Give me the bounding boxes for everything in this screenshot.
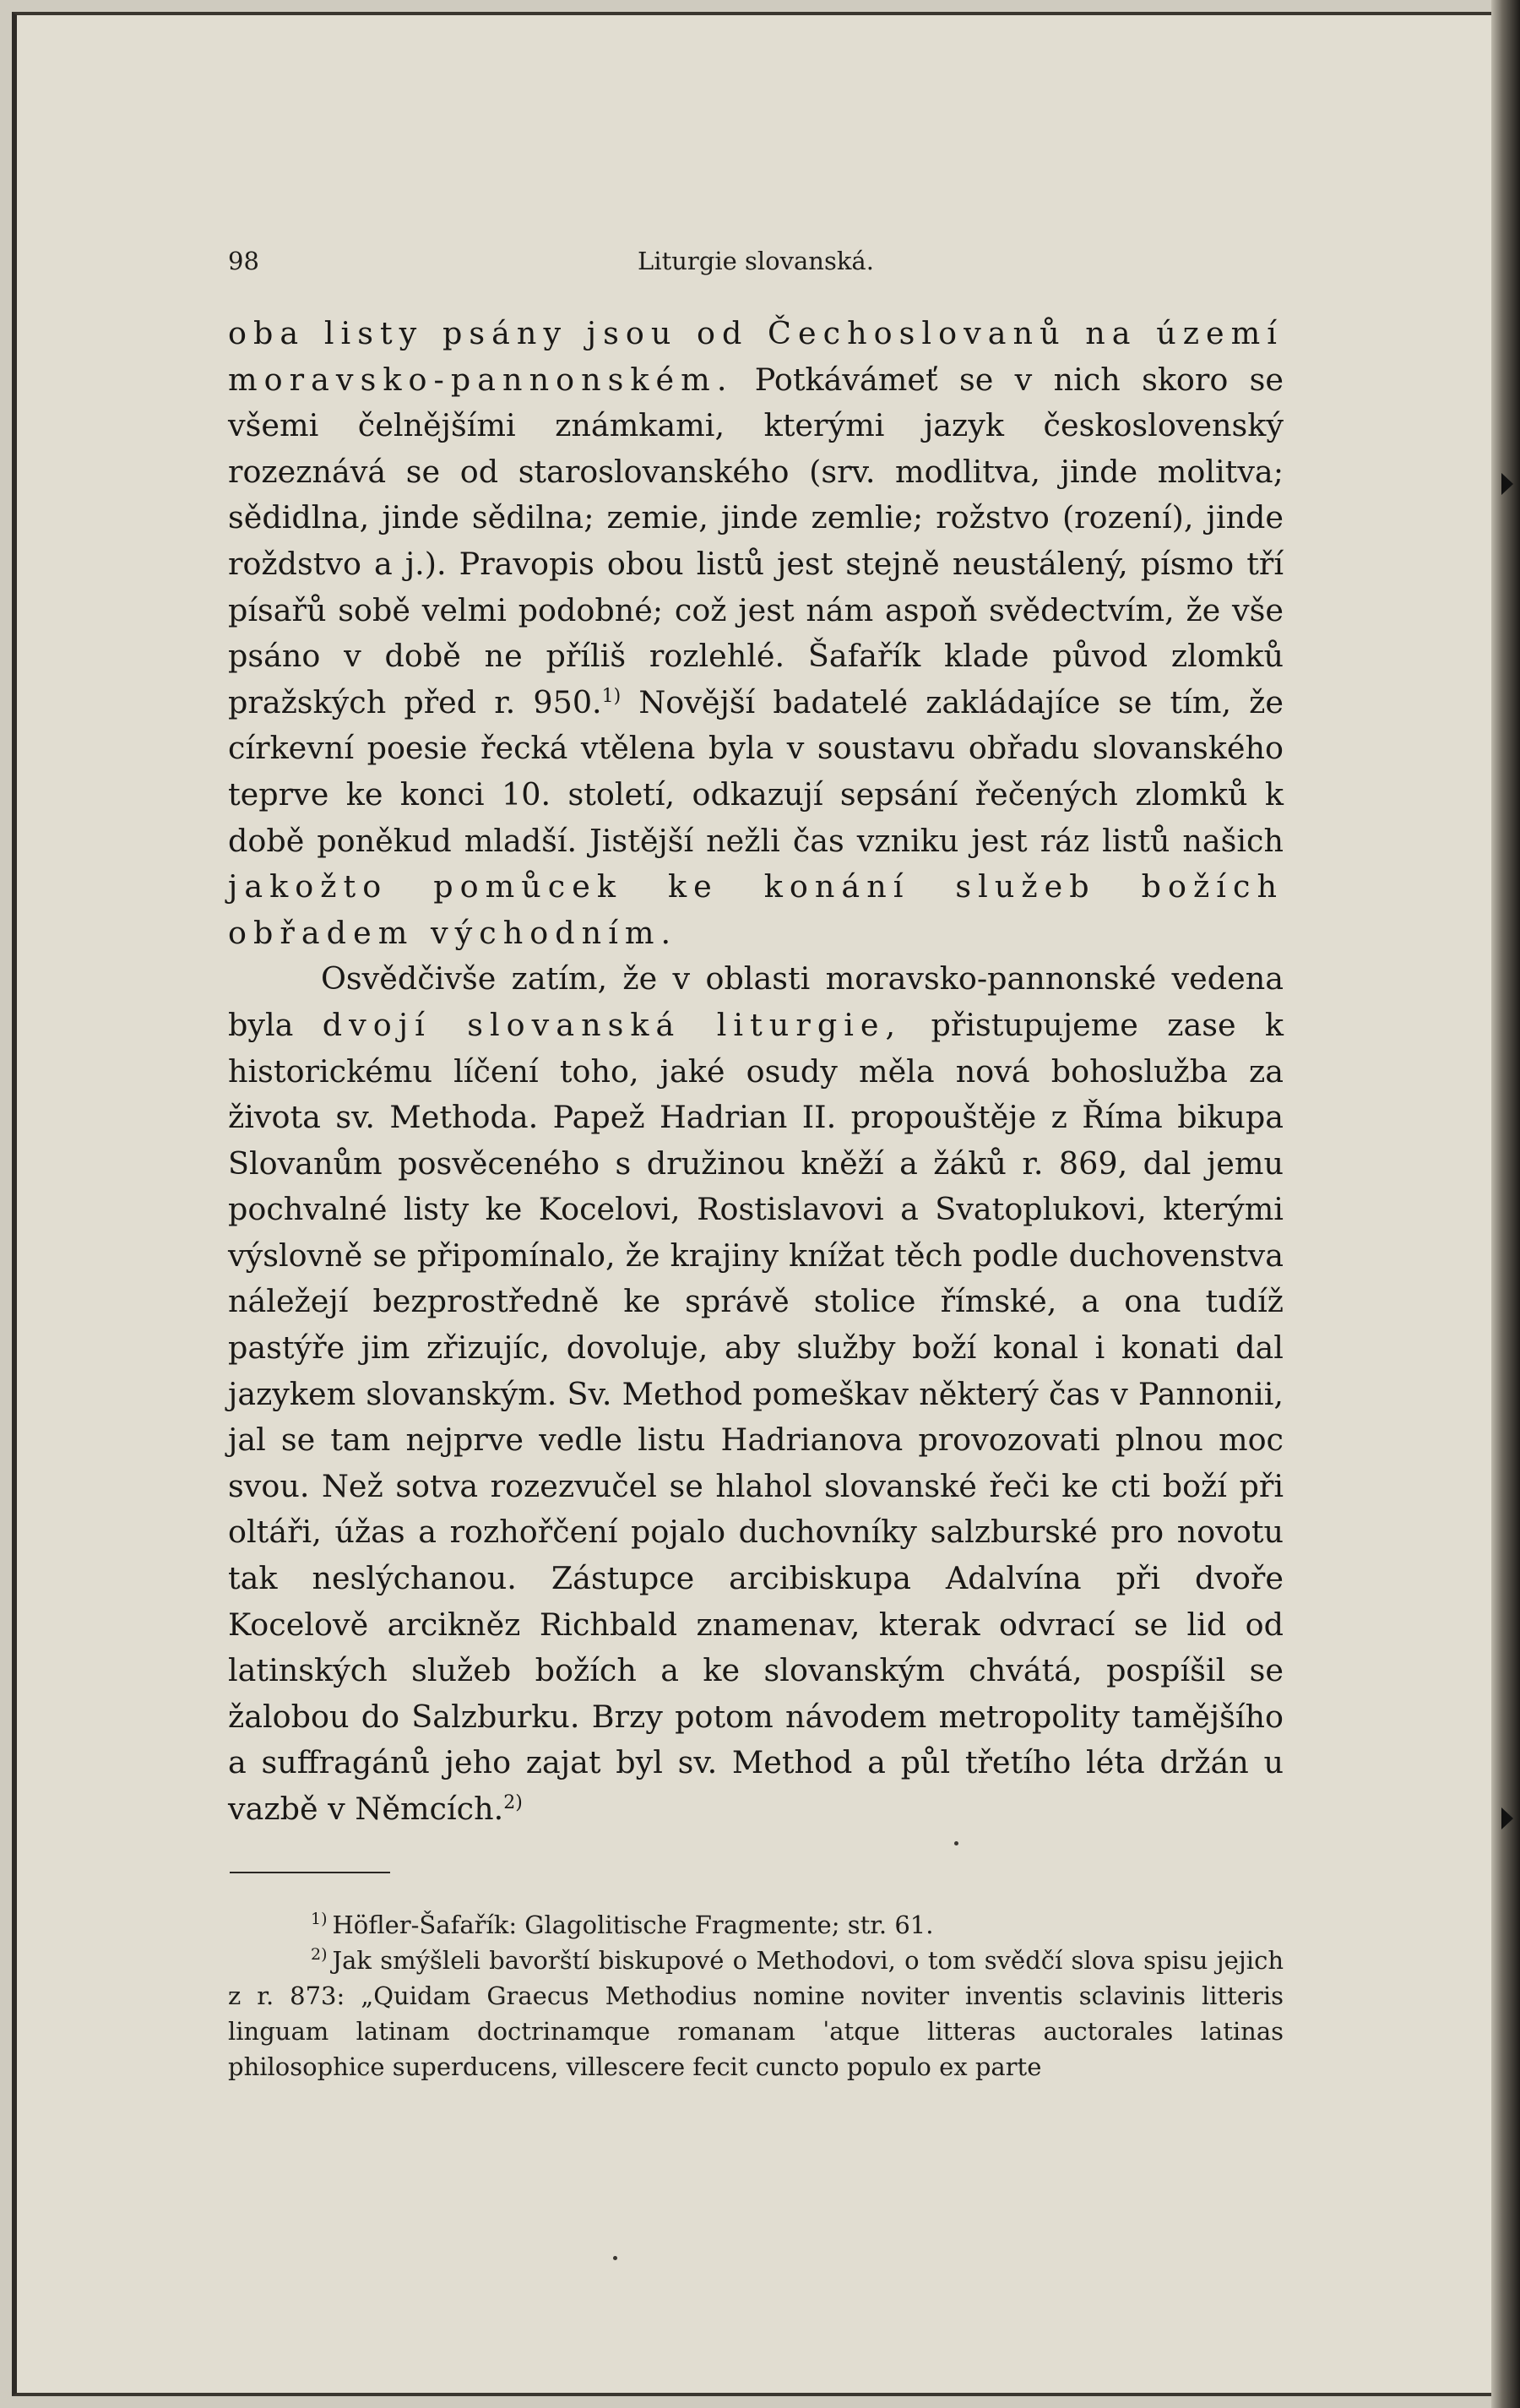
emphasized-text: jakožto pomůcek ke konání služeb božích obřadem východním. <box>228 868 1284 951</box>
footnote-text: Jak smýšleli bavorští biskupové o Methodovi, o tom svědčí slova spisu jejich z r. 873: „Quidam Graecus Methodius nomine noviter inventis sclavinis litteris linguam latinam doctrinamque romanam ˈatque litteras auctorales latinas philosophice superducens, villescere fecit cuncto populo ex parte <box>228 1946 1284 2081</box>
footnote-text: Höfler-Šafařík: Glagolitische Fragmente; str. 61. <box>332 1911 934 1939</box>
footnote <box>228 1943 1284 2085</box>
paper-speck <box>613 2256 617 2260</box>
footnote-reference[interactable]: 2) <box>503 1791 523 1813</box>
footnote-mark: 1) <box>311 1910 328 1929</box>
text-run: přistupujeme zase k historickému líčení toho, jaké osudy měla nová bohoslužba za života sv. Methoda. Papež Hadrian II. propouštěje z Říma bikupa Slovanům posvěceného s družinou kněží a žáků r. 869, dal jemu pochvalné listy ke Kocelovi, Rostislavovi a Svatoplukovi, kterými výslovně se připomínalo, že krajiny knížat těch podle duchovenstva náležejí bezprostředně ke správě stolice římské, a ona tudíž pastýře jim zřizujíc, dovoluje, aby služby boží konal i konati dal jazykem slovanským. Sv. Method pomeškav některý čas v Pannonii, jal se tam nejprve vedle listu Hadrianova provozovati plnou moc svou. Než sotva rozezvučel se hlahol slovanské řeči ke cti boží při oltáři, úžas a rozhořčení pojalo duchovníky salzburské pro novotu tak neslýchanou. Zástupce arcibiskupa Adalvína při dvoře Kocelově arcikněz Richbald znamenav, kterak odvrací se lid od latinských služeb božích a ke slovanským chvátá, pospíšil se žalobou do Salzburku. Brzy potom návodem metropolity tamějšího a suffragánů jeho zajat byl sv. Method a půl třetího léta držán u vazbě v Němcích. <box>228 1006 1284 1827</box>
paper-speck <box>954 1841 958 1845</box>
body-text <box>228 311 1284 1833</box>
page-header <box>228 247 1284 280</box>
page-number: 98 <box>228 247 259 275</box>
emphasized-text: dvojí slovanská liturgie, <box>322 1006 903 1043</box>
running-title: Liturgie slovanská. <box>638 247 874 275</box>
emphasized-text: oba listy psány jsou od Čechoslovanů na území moravsko-pannonském. <box>228 315 1284 398</box>
text-run: Osvědčivše zatím, že v oblasti moravsko-pannonské vedena byla <box>228 960 1284 1043</box>
spine-mark <box>1501 1807 1513 1829</box>
footnote-divider <box>230 1872 390 1873</box>
footnote-mark: 2) <box>311 1945 328 1965</box>
text-run: Novější badatelé zakládajíce se tím, že církevní poesie řecká vtělena byla v soustavu obřadu slovanského teprve ke konci 10. století, odkazují sepsání řečených zlomků k době poněkud mladší. Jistější nežli čas vzniku jest ráz listů našich <box>228 683 1284 859</box>
footnote-reference[interactable]: 1) <box>601 685 622 707</box>
spine-mark <box>1501 473 1513 495</box>
footnotes <box>228 1907 1284 2085</box>
paragraph <box>228 956 1284 1832</box>
paragraph <box>228 311 1284 956</box>
book-spine-edge <box>1491 0 1520 2408</box>
footnote <box>228 1907 1284 1943</box>
text-run: Potkávámeť se v nich skoro se všemi čelnějšími známkami, kterými jazyk československý rozeznává se od staroslovanského (srv. modlitva, jinde molitva; sědidlna, jinde sědilna; zemie, jinde zemlie; rožstvo (rození), jinde roždstvo a j.). Pravopis obou listů jest stejně neustálený, písmo tří písařů sobě velmi podobné; což jest nám aspoň svědectvím, že vše psáno v době ne příliš rozlehlé. Šafařík klade původ zlomků pražských před r. 950. <box>228 361 1284 720</box>
